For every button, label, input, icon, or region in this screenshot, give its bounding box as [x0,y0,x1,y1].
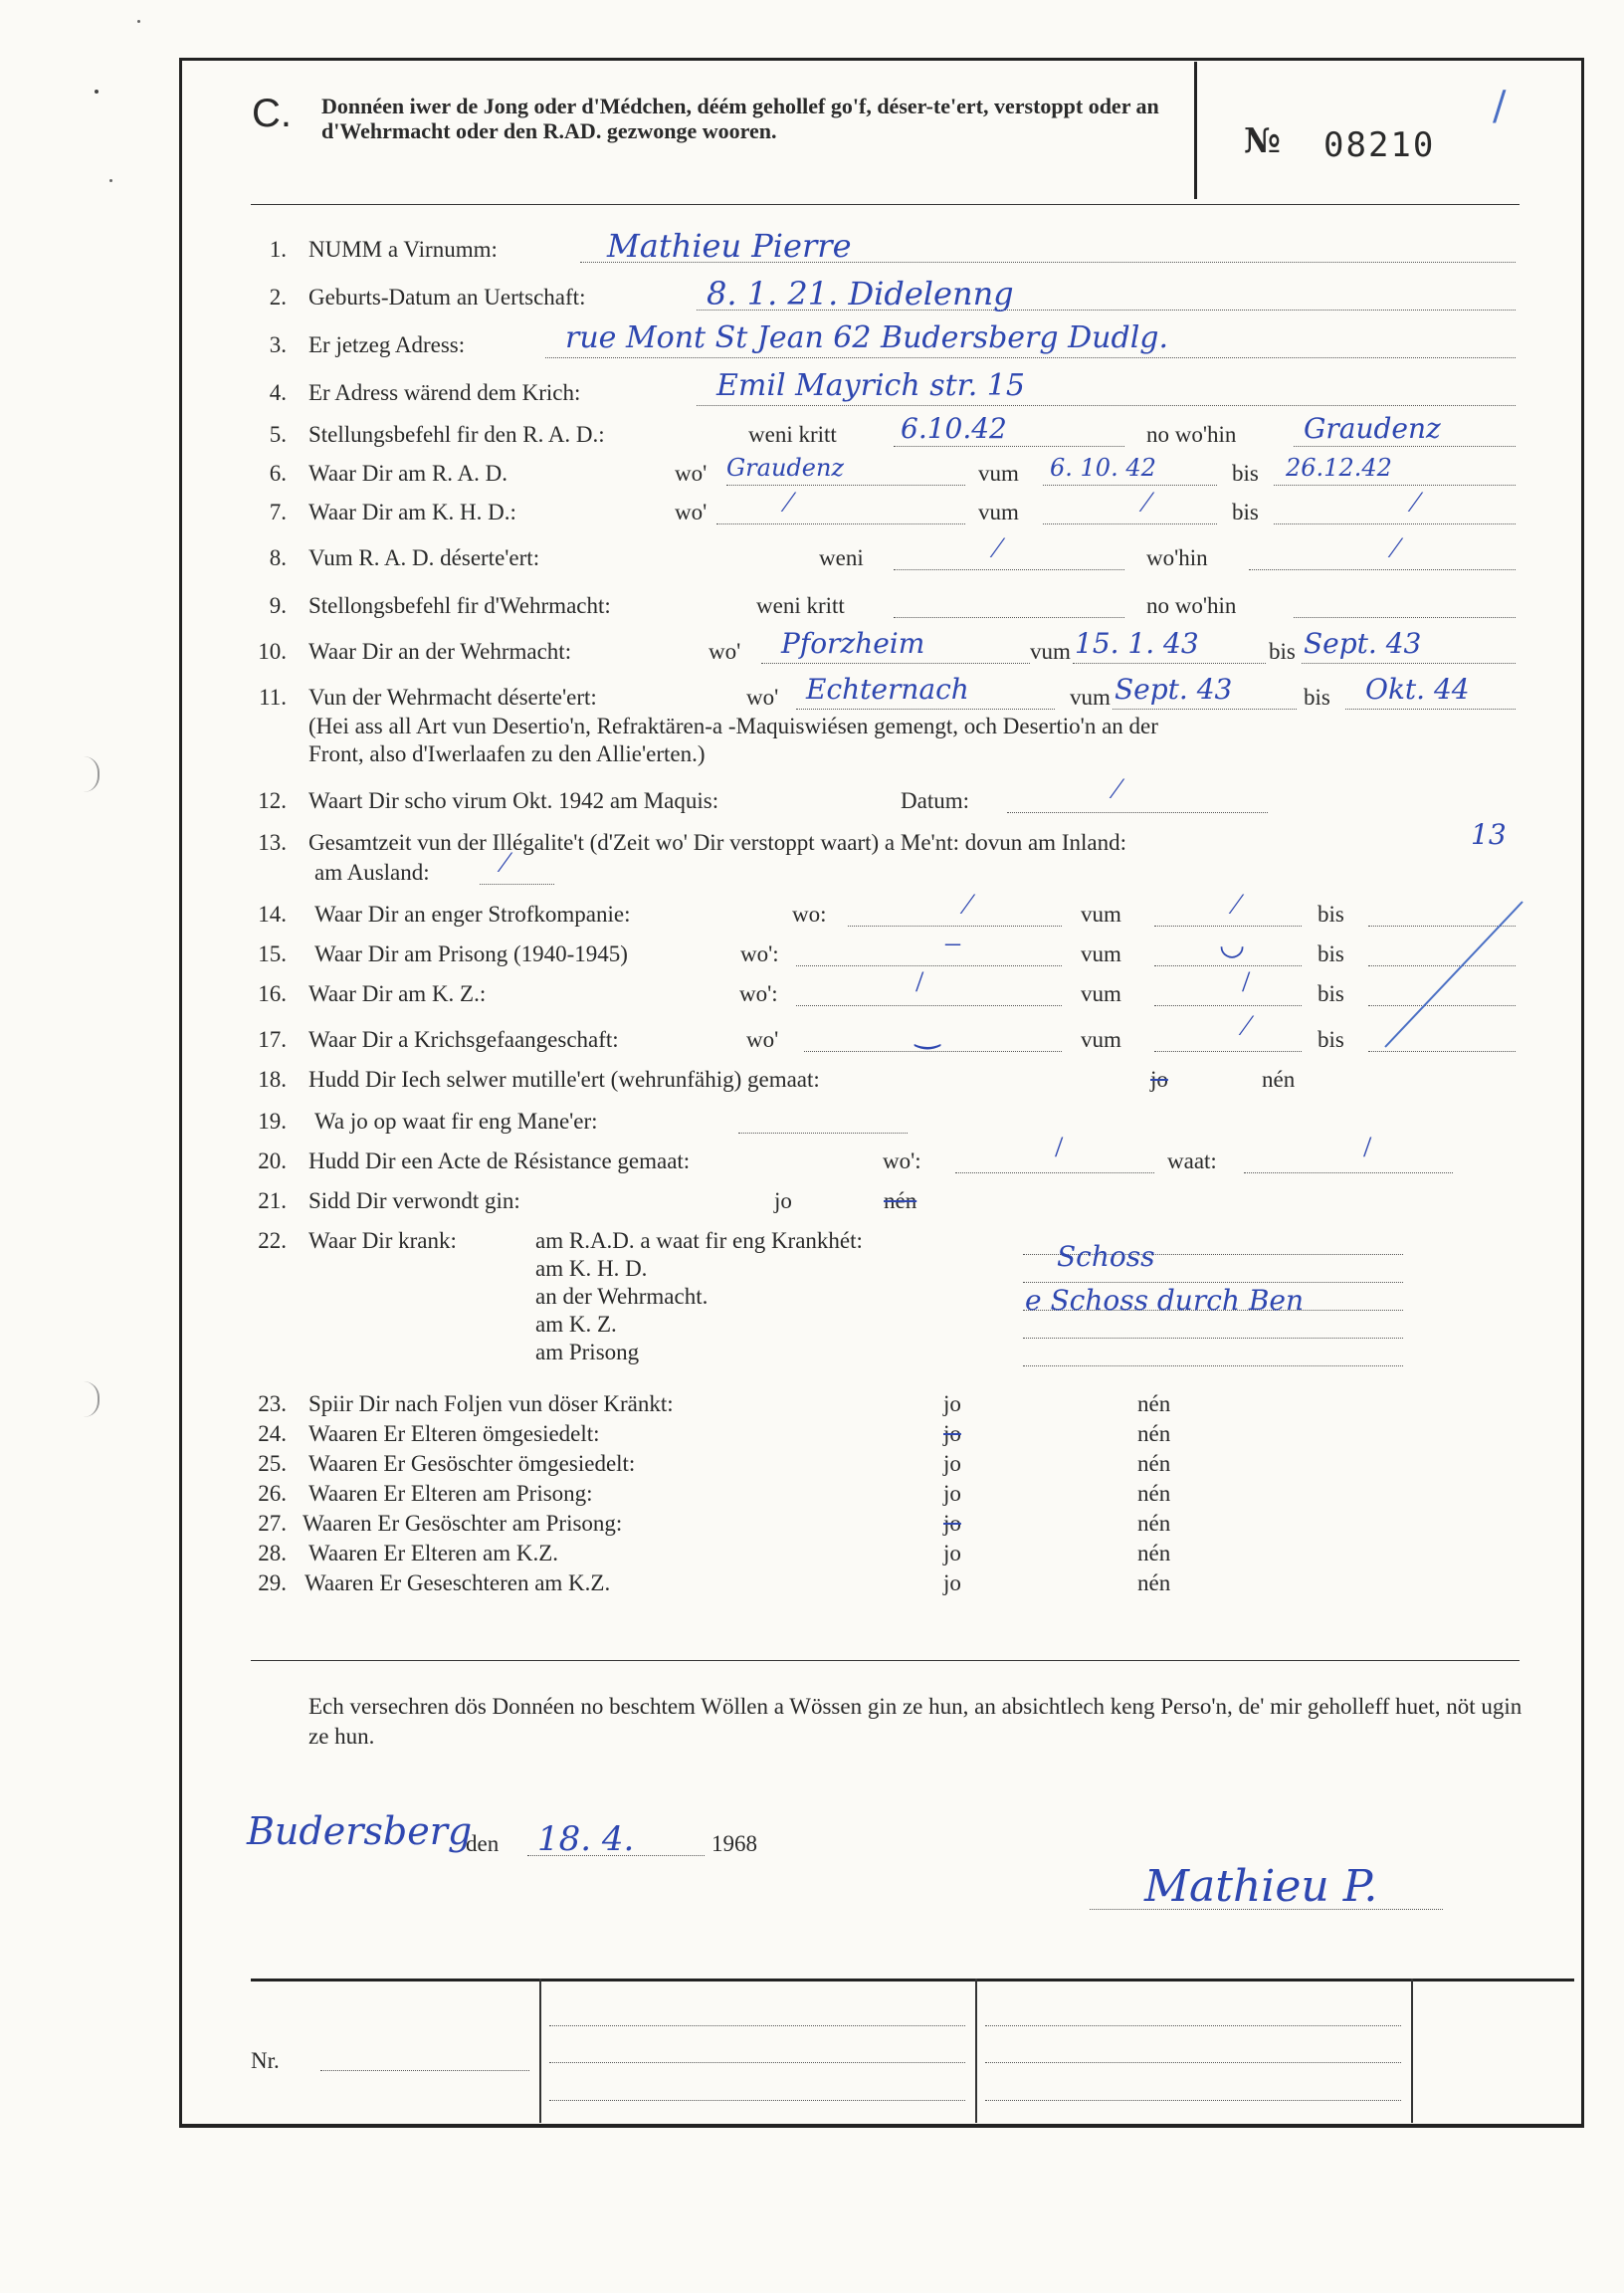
field-label: waat: [1167,1148,1217,1173]
row-note: Front, also d'Iwerlaafen zu den Allie'erten.) [308,741,706,766]
answer-line[interactable] [796,965,1062,966]
handwritten-illness-detail: e Schoss durch Ben [1025,1284,1304,1317]
dash-mark: ⁄ [1144,486,1150,519]
option-nen[interactable]: nén [1137,1511,1171,1536]
table-line [549,2025,965,2026]
row-number: 5. [269,422,287,447]
handwritten-date: 18. 4. [537,1819,635,1859]
field-label: wo': [883,1148,921,1173]
table-line [985,2100,1401,2101]
row-number: 10. [258,639,287,664]
row-label: Wa jo op waat fir eng Mane'er: [314,1109,598,1134]
number-pencil-mark: / [1493,84,1507,129]
row-label: Waar Dir am K. Z.: [308,981,487,1006]
nr-line[interactable] [320,2070,529,2071]
row-number: 20. [258,1148,287,1173]
option-jo[interactable]: jo [943,1570,961,1595]
field-label: vum [1081,902,1121,927]
answer-line[interactable] [1154,965,1302,966]
field-label: wo: [792,902,827,927]
table-divider [539,1979,541,2123]
answer-line[interactable] [1274,485,1516,486]
handwritten-wehrmacht-until: Sept. 43 [1304,627,1422,660]
answer-line[interactable] [761,663,1030,664]
field-label: wo'hin [1146,545,1208,570]
row-number: 22. [258,1228,287,1253]
answer-line[interactable] [796,1005,1062,1006]
dash-mark: / [1242,965,1251,998]
handwritten-rad-place: Graudenz [1304,412,1441,445]
field-label: bis [1232,461,1259,486]
option-nen[interactable]: nén [1137,1421,1171,1446]
field-label: weni kritt [748,422,837,447]
year-label: 1968 [711,1831,757,1856]
answer-line[interactable] [796,709,1055,710]
row-number: 16. [258,981,287,1006]
row-label: Stellungsbefehl fir den R. A. D.: [308,422,605,447]
handwritten-desertion-from: Sept. 43 [1115,673,1233,706]
row-label: Waaren Er Elteren am Prisong: [308,1481,593,1506]
row-label: Hudd Dir een Acte de Résistance gemaat: [308,1148,691,1173]
row-label: Waar Dir krank: [308,1228,457,1253]
row-label: Waaren Er Gesöschter am Prisong: [303,1511,623,1536]
table-line [985,2062,1401,2063]
option-nen[interactable]: nén [884,1188,917,1213]
dash-mark: ◡ [1219,929,1246,961]
row-label: Waart Dir scho virum Okt. 1942 am Maquis: [308,788,719,813]
row-number: 29. [258,1570,287,1595]
row-label: Er Adress wärend dem Krich: [308,380,581,405]
dash-mark: / [1363,1131,1372,1163]
field-label: no wo'hin [1146,422,1237,447]
row-number: 21. [258,1188,287,1213]
handwritten-signature: Mathieu P. [1144,1861,1378,1912]
row-label: Vum R. A. D. déserte'ert: [308,545,540,570]
dash-mark: ⁄ [786,486,792,519]
field-label: vum [1081,1027,1121,1052]
handwritten-rad-from: 6. 10. 42 [1050,454,1156,482]
table-divider [975,1979,977,2123]
dash-mark: ⁄ [995,531,1001,564]
answer-line[interactable] [1043,523,1217,524]
answer-line[interactable] [1023,1338,1403,1339]
answer-line[interactable] [894,617,1124,618]
nr-label: Nr. [251,2048,280,2073]
answer-line[interactable] [716,523,965,524]
field-label: bis [1318,902,1344,927]
option-nen[interactable]: nén [1262,1067,1296,1092]
answer-line[interactable] [1294,617,1516,618]
row-label: Geburts-Datum an Uertschaft: [308,285,586,310]
field-label: am K. Z. [535,1312,617,1337]
row-label: Waar Dir an enger Strofkompanie: [314,902,631,927]
row-label: Waaren Er Gesöschter ömgesiedelt: [308,1451,636,1476]
dash-mark: ‒ [945,926,960,958]
row-number: 25. [258,1451,287,1476]
field-label: wo': [740,941,779,966]
row-number: 3. [269,332,287,357]
row-label: Waaren Er Geseschteren am K.Z. [304,1570,611,1595]
handwritten-rad-date: 6.10.42 [901,412,1007,445]
row-note: (Hei ass all Art vun Desertio'n, Refraktären-a -Maquiswiésen gemengt, och Desertio'n an der [308,714,1158,738]
answer-line[interactable] [738,1133,908,1134]
row-number: 13. [258,830,287,855]
row-number: 15. [258,941,287,966]
row-number: 9. [269,593,287,618]
option-nen[interactable]: nén [1137,1481,1171,1506]
answer-line[interactable] [1043,485,1217,486]
option-jo[interactable]: jo [943,1391,961,1416]
field-label: wo' [675,461,708,486]
option-nen[interactable]: nén [1137,1541,1171,1565]
field-label: am R.A.D. a waat fir eng Krankhét: [535,1228,863,1253]
field-label: wo': [739,981,778,1006]
row-number: 1. [269,237,287,262]
option-nen[interactable]: nén [1137,1570,1171,1595]
answer-line[interactable] [1249,569,1516,570]
header-divider [1194,62,1197,199]
handwritten-rad-until: 26.12.42 [1286,454,1392,482]
answer-line[interactable] [1294,446,1516,447]
dash-mark: ⁄ [1413,486,1419,519]
field-label: Datum: [901,788,969,813]
field-label: bis [1318,981,1344,1006]
field-label: vum [1081,941,1121,966]
answer-line[interactable] [726,485,965,486]
section-heading: Donnéen iwer de Jong oder d'Médchen, déém gehollef go'f, déser-te'ert, verstoppt oder an d'Wehrmacht oder den R.AD. gezwonge wooren. [321,94,1159,143]
option-nen[interactable]: nén [1137,1391,1171,1416]
handwritten-war-address: Emil Mayrich str. 15 [716,368,1025,403]
answer-line[interactable] [1274,523,1516,524]
dash-mark: ⁄ [1244,1009,1250,1042]
row-label: Vun der Wehrmacht déserte'ert: [308,685,597,710]
row-label: Waaren Er Elteren am K.Z. [308,1541,559,1565]
field-label: wo' [746,1027,779,1052]
answer-line[interactable] [1073,663,1266,664]
answer-line[interactable] [1154,1051,1302,1052]
answer-line[interactable] [894,569,1124,570]
header-rule [251,204,1520,205]
option-jo[interactable]: jo [943,1481,961,1506]
option-jo[interactable]: jo [1150,1067,1168,1092]
field-label: bis [1269,639,1296,664]
field-label: bis [1318,941,1344,966]
row-number: 26. [258,1481,287,1506]
field-label: an der Wehrmacht. [535,1284,709,1309]
dash-mark: / [1055,1131,1064,1163]
field-label: weni kritt [756,593,845,618]
answer-line[interactable] [1345,709,1516,710]
option-nen[interactable]: nén [1137,1451,1171,1476]
handwritten-place: Budersberg [247,1809,473,1853]
row-number: 19. [258,1109,287,1134]
row-number: 14. [258,902,287,927]
field-label: bis [1304,685,1330,710]
field-label: vum [1070,685,1111,710]
dash-mark: ⁄ [965,888,971,921]
row-label: Er jetzeg Adress: [308,332,466,357]
handwritten-illness: Schoss [1057,1240,1155,1273]
answer-line[interactable] [1007,812,1268,813]
row-number: 7. [269,500,287,524]
row-number: 8. [269,545,287,570]
form-number: 08210 [1323,125,1436,165]
office-use-table [251,1979,1574,2126]
handwritten-rad-where: Graudenz [726,454,845,482]
field-label: no wo'hin [1146,593,1237,618]
answer-line[interactable] [1113,709,1297,710]
answer-line[interactable] [545,357,1516,358]
dash-mark: / [915,965,924,998]
answer-line[interactable] [804,1051,1062,1052]
handwritten-desertion-until: Okt. 44 [1365,673,1470,706]
row-number: 12. [258,788,287,813]
table-line [549,2100,965,2101]
answer-line[interactable] [480,884,554,885]
row-number: 4. [269,380,287,405]
section-rule [251,1660,1520,1661]
answer-line[interactable] [1154,1005,1302,1006]
row-label: NUMM a Virnumm: [308,237,498,262]
dash-mark: ⁄ [1234,888,1240,921]
row-label: Hudd Dir Iech selwer mutille'ert (wehrunfähig) gemaat: [308,1067,820,1092]
row-label: Stellongsbefehl fir d'Wehrmacht: [308,593,611,618]
number-symbol: № [1244,121,1281,161]
row-number: 18. [258,1067,287,1092]
option-jo[interactable]: jo [943,1541,961,1565]
dash-mark: ⁄ [1393,531,1399,564]
handwritten-address: rue Mont St Jean 62 Budersberg Dudlg. [565,320,1169,355]
dash-mark: ⁄ [503,846,508,879]
field-label: bis [1318,1027,1344,1052]
row-label: Waar Dir am K. H. D.: [308,500,516,524]
row-label: Waar Dir am Prisong (1940-1945) [314,941,628,966]
margin-speck [109,179,112,182]
handwritten-inland-months: 13 [1471,818,1507,851]
row-label: Waar Dir am R. A. D. [308,461,508,486]
row-number: 17. [258,1027,287,1052]
field-label: wo' [675,500,708,524]
option-jo[interactable]: jo [943,1511,961,1536]
answer-line[interactable] [1154,926,1302,927]
field-label: am K. H. D. [535,1256,648,1281]
field-label: vum [978,500,1019,524]
table-line [985,2025,1401,2026]
answer-line[interactable] [1244,1172,1453,1173]
field-label: wo' [709,639,741,664]
field-label: weni [819,545,864,570]
row-label: Waar Dir a Krichsgefaangeschaft: [308,1027,619,1052]
option-jo[interactable]: jo [774,1188,792,1213]
dash-mark: ⁄ [1115,772,1120,805]
section-letter: C. [252,92,292,135]
option-jo[interactable]: jo [943,1421,961,1446]
row-label: Sidd Dir verwondt gin: [308,1188,520,1213]
answer-line[interactable] [955,1172,1154,1173]
row-number: 6. [269,461,287,486]
handwritten-name: Mathieu Pierre [607,227,852,265]
table-divider [1411,1979,1413,2123]
field-label: wo' [746,685,779,710]
row-label: Waar Dir an der Wehrmacht: [308,639,572,664]
table-line [549,2062,965,2063]
handwritten-desertion-where: Echternach [806,673,969,706]
answer-line[interactable] [697,405,1516,406]
row-number: 2. [269,285,287,310]
row-number: 24. [258,1421,287,1446]
handwritten-wehrmacht-where: Pforzheim [781,627,925,660]
margin-speck [95,90,99,94]
handwritten-birth: 8. 1. 21. Didelenng [707,275,1014,313]
dash-mark: ‿ [915,1016,940,1049]
field-label: am Ausland: [314,860,430,885]
row-label: Gesamtzeit vun der Illégalite't (d'Zeit wo' Dir verstoppt waart) a Me'nt: dovun am Inland: [308,830,1126,855]
margin-speck [137,20,140,23]
answer-line[interactable] [894,446,1124,447]
row-number: 11. [259,685,287,710]
field-label: vum [1081,981,1121,1006]
row-number: 23. [258,1391,287,1416]
row-number: 27. [258,1511,287,1536]
option-jo[interactable]: jo [943,1451,961,1476]
row-label: Spiir Dir nach Foljen vun döser Kränkt: [308,1391,674,1416]
field-label: am Prisong [535,1340,640,1364]
den-label: den [466,1831,500,1856]
answer-line[interactable] [1023,1365,1403,1366]
handwritten-wehrmacht-from: 15. 1. 43 [1075,627,1199,660]
field-label: bis [1232,500,1259,524]
answer-line[interactable] [1302,663,1516,664]
declaration-text: Ech versechren dös Donnéen no beschtem Wöllen a Wössen gin ze hun, an absichtlech keng Perso'n, de' mir geholleff huet, nöt ugin ze hun. [308,1694,1522,1749]
field-label: vum [978,461,1019,486]
row-label: Waaren Er Elteren ömgesiedelt: [308,1421,600,1446]
field-label: vum [1030,639,1071,664]
answer-line[interactable] [1023,1282,1403,1283]
cross-out-stroke [1373,896,1532,1055]
row-number: 28. [258,1541,287,1565]
